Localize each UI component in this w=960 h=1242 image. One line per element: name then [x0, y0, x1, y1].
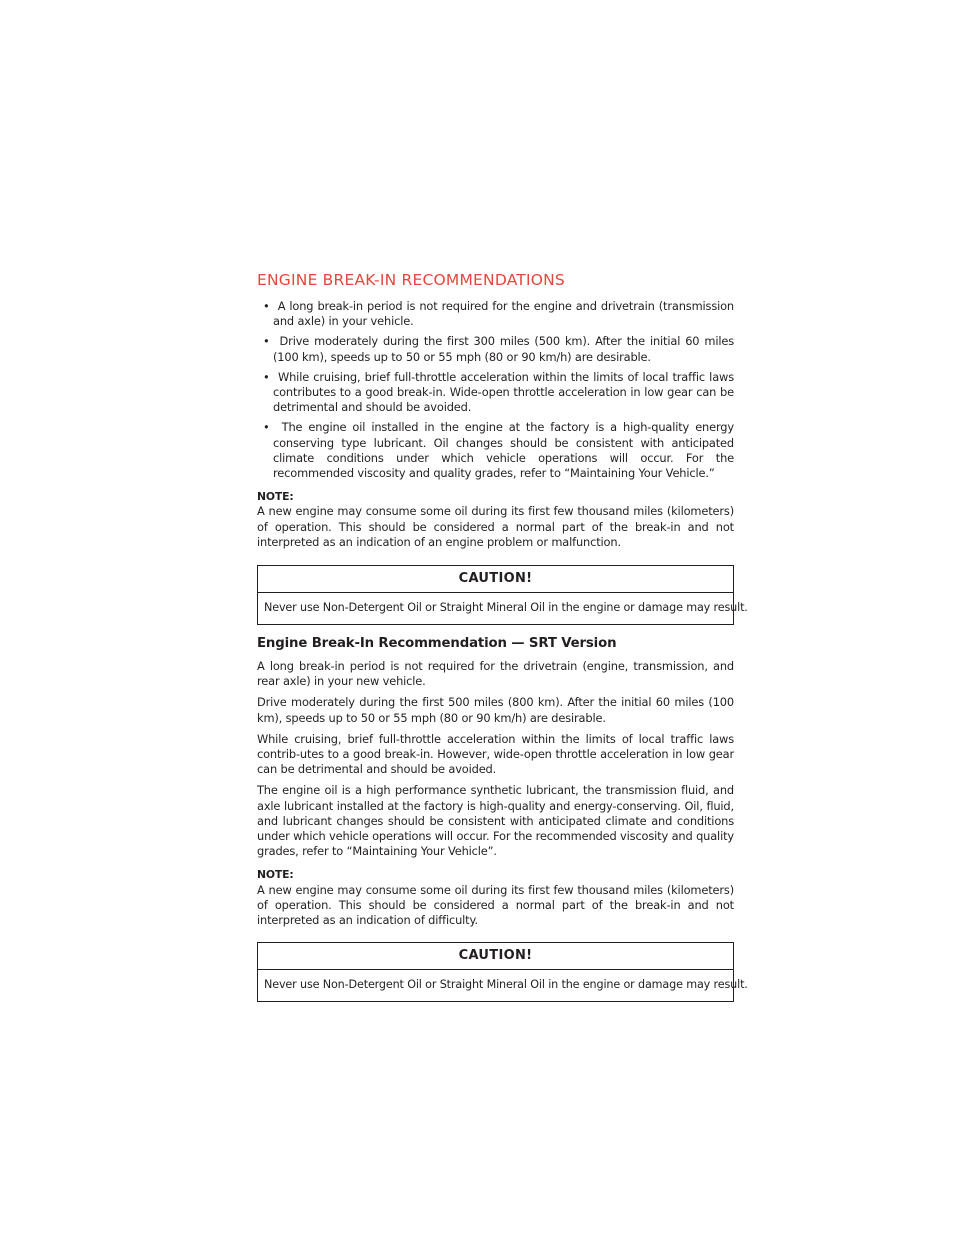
list-item: • Drive moderately during the first 300 miles (500 km). After the initial 60 miles (100 km), speeds up to 50 or 55 mph (80 or 90 km/h) are desirable. [263, 334, 735, 364]
paragraph: While cruising, brief full-throttle acceleration within the limits of local traffic laws contrib-utes to a good break-in. However, wide-open throttle acceleration in low gear can be detrimental and should be avoided. [257, 731, 734, 777]
caution-title: CAUTION! [258, 943, 733, 970]
caution-box [257, 942, 748, 1002]
note-label: NOTE: [257, 868, 294, 882]
bullet-text: A long break-in period is not required for the engine and drivetrain (transmission and axle) in your vehicle. [273, 299, 735, 329]
bullet-text: Drive moderately during the first 300 miles (500 km). After the initial 60 miles (100 km), speeds up to 50 or 55 mph (80 or 90 km/h) are desirable. [273, 334, 735, 364]
note-text: A new engine may consume some oil during its first few thousand miles (kilometers) of operation. This should be considered a normal part of the break-in and not interpreted as an indication of an engine problem or malfunction. [257, 504, 734, 549]
list-item: • While cruising, brief full-throttle acceleration within the limits of local traffic laws contributes to a good break-in. Wide-open throttle acceleration in low gear can be detrimental and should be avoided. [263, 369, 734, 415]
section-title: ENGINE BREAK-IN RECOMMENDATIONS [257, 271, 565, 289]
caution-text: Never use Non-Detergent Oil or Straight Mineral Oil in the engine or damage may result. [264, 601, 748, 615]
paragraph: The engine oil is a high performance synthetic lubricant, the transmission fluid, and axle lubricant installed at the factory is high-quality and energy-conserving. Oil, fluid, and lubricant changes should be consistent with anticipated climate and conditions under which vehicle operations will occur. For the recommended viscosity and quality grades, refer to “Maintaining Your Vehicle”. [257, 783, 734, 859]
page-content [257, 270, 748, 1002]
note-label: NOTE: [257, 490, 294, 504]
bullet-list [257, 299, 734, 481]
list-item: • The engine oil installed in the engine at the factory is a high-quality energy conserving type lubricant. Oil changes should be consistent with anticipated climate conditions under which vehicle operations will occur. For the recommended viscosity and quality grades, refer to “Maintaining Your Vehicle.” [263, 420, 734, 481]
note-text: A new engine may consume some oil during its first few thousand miles (kilometers) of operation. This should be considered a normal part of the break-in and not interpreted as an indication of difficulty. [257, 882, 734, 928]
bullet-text: The engine oil installed in the engine at the factory is a high-quality energy conserving type lubricant. Oil changes should be consistent with anticipated climate conditions under which vehicle operations will occur. For the recommended viscosity and quality grades, refer to “Maintaining Your Vehicle.” [273, 420, 734, 481]
paragraph: A long break-in period is not required for the drivetrain (engine, transmission, and rear axle) in your new vehicle. [257, 659, 734, 689]
list-item: • A long break-in period is not required for the engine and drivetrain (transmission and axle) in your vehicle. [263, 299, 735, 329]
caution-text: Never use Non-Detergent Oil or Straight Mineral Oil in the engine or damage may result. [264, 978, 748, 992]
caution-box [257, 565, 748, 625]
paragraph: Drive moderately during the first 500 miles (800 km). After the initial 60 miles (100 km), speeds up to 50 or 55 mph (80 or 90 km/h) are desirable. [257, 695, 734, 725]
caution-title: CAUTION! [258, 566, 733, 593]
bullet-text: While cruising, brief full-throttle acceleration within the limits of local traffic laws contributes to a good break-in. Wide-open throttle acceleration in low gear can be detrimental and should be avoided. [273, 369, 734, 415]
subsection-title: Engine Break-In Recommendation — SRT Version [257, 636, 617, 652]
